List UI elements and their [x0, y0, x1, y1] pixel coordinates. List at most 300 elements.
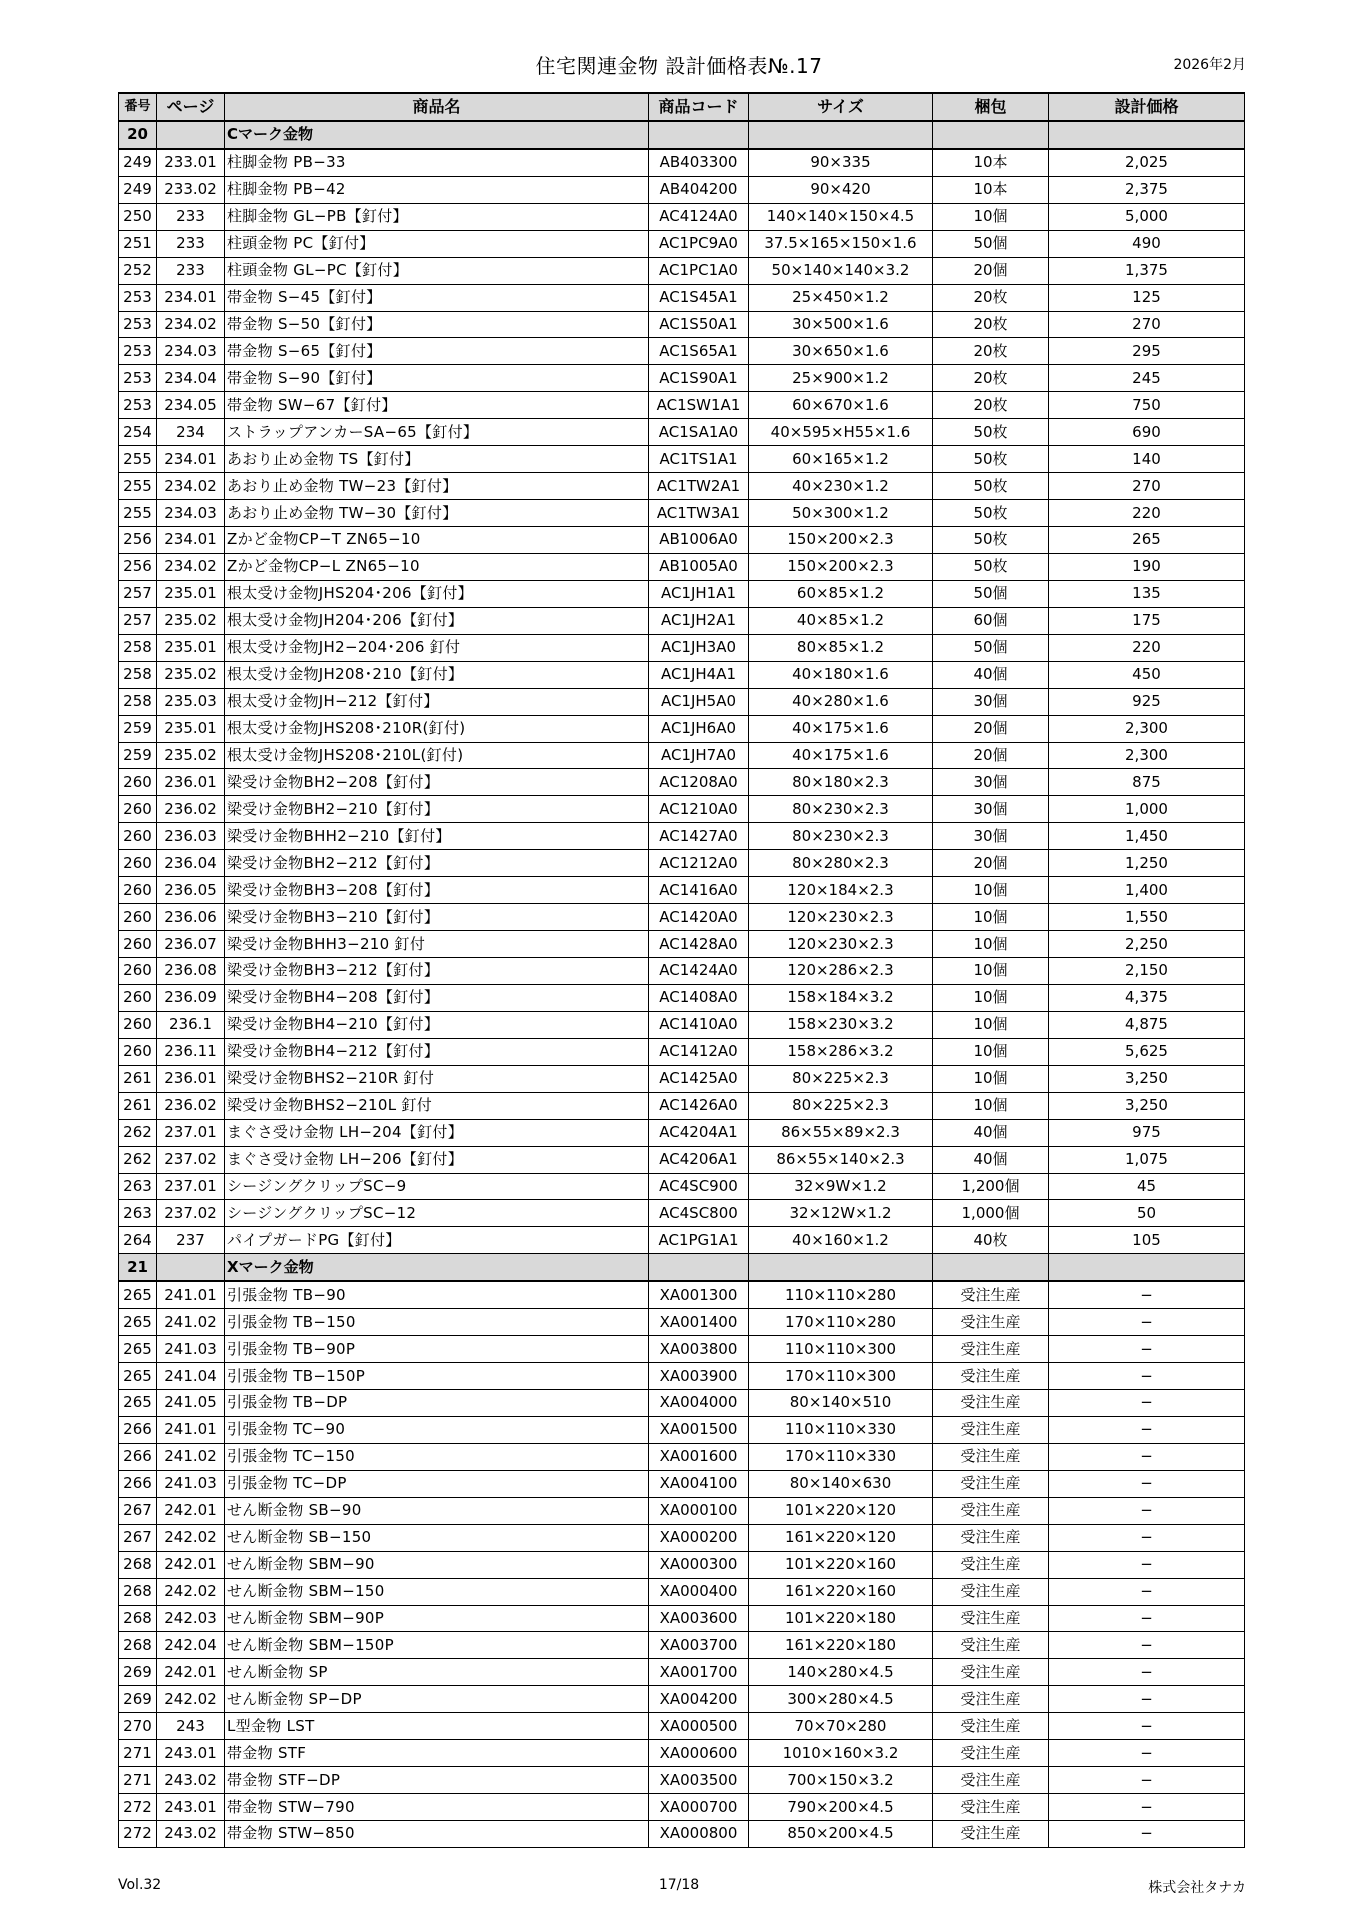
- product-code-cell: AC1S50A1: [649, 311, 749, 338]
- packing-cell: 10個: [933, 1092, 1049, 1119]
- design-price-cell: 3,250: [1049, 1092, 1245, 1119]
- product-code-cell: XA003600: [649, 1605, 749, 1632]
- product-code-cell: XA000700: [649, 1794, 749, 1821]
- section-blank-cell: [749, 121, 933, 149]
- design-price-cell: −: [1049, 1713, 1245, 1740]
- product-code-cell: XA000400: [649, 1578, 749, 1605]
- size-cell: 101×220×180: [749, 1605, 933, 1632]
- product-code-cell: XA001500: [649, 1416, 749, 1443]
- size-cell: 161×220×120: [749, 1524, 933, 1551]
- product-code-cell: AC4204A1: [649, 1119, 749, 1146]
- footer-volume: Vol.32: [118, 1877, 162, 1893]
- product-name-cell: 帯金物 STW−850: [225, 1821, 649, 1848]
- design-price-cell: −: [1049, 1605, 1245, 1632]
- packing-cell: 1,200個: [933, 1173, 1049, 1200]
- catalog-page-cell: 242.03: [157, 1605, 225, 1632]
- product-code-cell: AC1SW1A1: [649, 392, 749, 419]
- size-cell: 161×220×160: [749, 1578, 933, 1605]
- design-price-cell: 135: [1049, 580, 1245, 607]
- product-name-cell: 柱脚金物 PB−33: [225, 149, 649, 176]
- size-cell: 80×280×2.3: [749, 850, 933, 877]
- catalog-page-cell: 237.01: [157, 1119, 225, 1146]
- catalog-page-cell: 236.1: [157, 1011, 225, 1038]
- product-code-cell: AC1JH6A0: [649, 715, 749, 742]
- product-code-cell: XA004000: [649, 1390, 749, 1417]
- section-number: 21: [119, 1254, 157, 1281]
- product-name-cell: 柱頭金物 GL−PC【釘付】: [225, 257, 649, 284]
- item-no-cell: 272: [119, 1794, 157, 1821]
- product-name-cell: 梁受け金物BHH2−210【釘付】: [225, 823, 649, 850]
- size-cell: 140×280×4.5: [749, 1659, 933, 1686]
- design-price-cell: 1,450: [1049, 823, 1245, 850]
- table-row: [119, 1713, 1245, 1740]
- design-price-cell: 50: [1049, 1200, 1245, 1227]
- product-code-cell: AC1TW2A1: [649, 473, 749, 500]
- product-name-cell: 引張金物 TB−90P: [225, 1336, 649, 1363]
- product-name-cell: 帯金物 STF−DP: [225, 1767, 649, 1794]
- item-no-cell: 265: [119, 1336, 157, 1363]
- catalog-page-cell: 242.01: [157, 1497, 225, 1524]
- table-row: [119, 257, 1245, 284]
- packing-cell: 20個: [933, 742, 1049, 769]
- packing-cell: 受注生産: [933, 1443, 1049, 1470]
- section-name: Xマーク金物: [225, 1254, 649, 1281]
- product-code-cell: AC1412A0: [649, 1038, 749, 1065]
- table-row: [119, 1740, 1245, 1767]
- item-no-cell: 265: [119, 1281, 157, 1308]
- product-name-cell: せん断金物 SB−90: [225, 1497, 649, 1524]
- product-name-cell: 帯金物 STW−790: [225, 1794, 649, 1821]
- packing-cell: 10本: [933, 176, 1049, 203]
- item-no-cell: 260: [119, 1038, 157, 1065]
- table-row: [119, 1390, 1245, 1417]
- footer-company: 株式会社タナカ: [1148, 1880, 1246, 1896]
- design-price-cell: 105: [1049, 1227, 1245, 1254]
- design-price-cell: −: [1049, 1497, 1245, 1524]
- catalog-page-cell: 241.02: [157, 1309, 225, 1336]
- design-price-cell: −: [1049, 1659, 1245, 1686]
- item-no-cell: 265: [119, 1363, 157, 1390]
- table-body: [119, 121, 1245, 1848]
- product-name-cell: 帯金物 STF: [225, 1740, 649, 1767]
- catalog-page-cell: 233: [157, 203, 225, 230]
- size-cell: 80×225×2.3: [749, 1092, 933, 1119]
- item-no-cell: 258: [119, 688, 157, 715]
- size-cell: 60×165×1.2: [749, 446, 933, 473]
- design-price-cell: 4,875: [1049, 1011, 1245, 1038]
- table-row: [119, 284, 1245, 311]
- packing-cell: 10個: [933, 203, 1049, 230]
- table-row: [119, 1011, 1245, 1038]
- size-cell: 120×184×2.3: [749, 877, 933, 904]
- col-header-page: ページ: [157, 93, 225, 121]
- item-no-cell: 253: [119, 365, 157, 392]
- design-price-cell: −: [1049, 1767, 1245, 1794]
- design-price-cell: 265: [1049, 527, 1245, 554]
- product-name-cell: 梁受け金物BH2−210【釘付】: [225, 796, 649, 823]
- catalog-page-cell: 243.02: [157, 1767, 225, 1794]
- catalog-page-cell: 236.02: [157, 796, 225, 823]
- item-no-cell: 256: [119, 553, 157, 580]
- item-no-cell: 262: [119, 1146, 157, 1173]
- size-cell: 40×595×H55×1.6: [749, 419, 933, 446]
- product-code-cell: AC1PC1A0: [649, 257, 749, 284]
- design-price-cell: 45: [1049, 1173, 1245, 1200]
- packing-cell: 受注生産: [933, 1605, 1049, 1632]
- size-cell: 32×9W×1.2: [749, 1173, 933, 1200]
- table-row: [119, 850, 1245, 877]
- product-name-cell: シージングクリップSC−12: [225, 1200, 649, 1227]
- product-name-cell: 柱脚金物 GL−PB【釘付】: [225, 203, 649, 230]
- table-row: [119, 1309, 1245, 1336]
- packing-cell: 受注生産: [933, 1416, 1049, 1443]
- catalog-page-cell: 236.04: [157, 850, 225, 877]
- product-code-cell: XA004200: [649, 1686, 749, 1713]
- table-row: [119, 338, 1245, 365]
- product-name-cell: 梁受け金物BHS2−210L 釘付: [225, 1092, 649, 1119]
- product-code-cell: AC1PG1A1: [649, 1227, 749, 1254]
- product-name-cell: 引張金物 TB−150P: [225, 1363, 649, 1390]
- col-header-price: 設計価格: [1049, 93, 1245, 121]
- design-price-cell: 2,375: [1049, 176, 1245, 203]
- table-row: [119, 715, 1245, 742]
- packing-cell: 40個: [933, 1119, 1049, 1146]
- col-header-pack: 梱包: [933, 93, 1049, 121]
- product-name-cell: せん断金物 SBM−90: [225, 1551, 649, 1578]
- table-row: [119, 527, 1245, 554]
- packing-cell: 20枚: [933, 284, 1049, 311]
- design-price-cell: 875: [1049, 769, 1245, 796]
- size-cell: 70×70×280: [749, 1713, 933, 1740]
- table-row: [119, 796, 1245, 823]
- design-price-cell: −: [1049, 1551, 1245, 1578]
- product-code-cell: AC1SA1A0: [649, 419, 749, 446]
- catalog-page-cell: 234.01: [157, 446, 225, 473]
- item-no-cell: 265: [119, 1309, 157, 1336]
- product-name-cell: L型金物 LST: [225, 1713, 649, 1740]
- design-price-cell: 690: [1049, 419, 1245, 446]
- size-cell: 158×286×3.2: [749, 1038, 933, 1065]
- packing-cell: 20枚: [933, 365, 1049, 392]
- catalog-page-cell: 237.02: [157, 1146, 225, 1173]
- product-code-cell: XA004100: [649, 1470, 749, 1497]
- catalog-page-cell: 235.02: [157, 607, 225, 634]
- product-code-cell: XA001300: [649, 1281, 749, 1308]
- product-code-cell: AC1410A0: [649, 1011, 749, 1038]
- catalog-page-cell: 234.01: [157, 527, 225, 554]
- item-no-cell: 259: [119, 715, 157, 742]
- product-code-cell: AB1006A0: [649, 527, 749, 554]
- size-cell: 90×420: [749, 176, 933, 203]
- size-cell: 120×230×2.3: [749, 931, 933, 958]
- item-no-cell: 254: [119, 419, 157, 446]
- item-no-cell: 260: [119, 904, 157, 931]
- packing-cell: 50枚: [933, 553, 1049, 580]
- packing-cell: 受注生産: [933, 1794, 1049, 1821]
- product-name-cell: 引張金物 TB−90: [225, 1281, 649, 1308]
- table-row: [119, 553, 1245, 580]
- product-name-cell: 引張金物 TC−90: [225, 1416, 649, 1443]
- catalog-page-cell: 242.01: [157, 1659, 225, 1686]
- product-name-cell: 根太受け金物JH2−204･206 釘付: [225, 634, 649, 661]
- catalog-page-cell: 233: [157, 257, 225, 284]
- size-cell: 30×650×1.6: [749, 338, 933, 365]
- product-code-cell: XA001700: [649, 1659, 749, 1686]
- design-price-cell: −: [1049, 1740, 1245, 1767]
- design-price-cell: 5,625: [1049, 1038, 1245, 1065]
- item-no-cell: 250: [119, 203, 157, 230]
- catalog-page-cell: 236.08: [157, 958, 225, 985]
- design-price-cell: 125: [1049, 284, 1245, 311]
- item-no-cell: 257: [119, 607, 157, 634]
- size-cell: 25×450×1.2: [749, 284, 933, 311]
- product-code-cell: XA000500: [649, 1713, 749, 1740]
- design-price-cell: 5,000: [1049, 203, 1245, 230]
- item-no-cell: 260: [119, 796, 157, 823]
- size-cell: 120×230×2.3: [749, 904, 933, 931]
- product-name-cell: せん断金物 SBM−150P: [225, 1632, 649, 1659]
- table-row: [119, 1686, 1245, 1713]
- catalog-page-cell: 243.01: [157, 1740, 225, 1767]
- packing-cell: 受注生産: [933, 1524, 1049, 1551]
- product-code-cell: AC4124A0: [649, 203, 749, 230]
- table-row: [119, 1821, 1245, 1848]
- design-price-cell: −: [1049, 1794, 1245, 1821]
- section-blank-cell: [157, 121, 225, 149]
- size-cell: 50×300×1.2: [749, 500, 933, 527]
- catalog-page-cell: 237.02: [157, 1200, 225, 1227]
- item-no-cell: 253: [119, 284, 157, 311]
- item-no-cell: 253: [119, 392, 157, 419]
- section-blank-cell: [749, 1254, 933, 1281]
- product-name-cell: 引張金物 TB−DP: [225, 1390, 649, 1417]
- table-row: [119, 1578, 1245, 1605]
- product-code-cell: AC1208A0: [649, 769, 749, 796]
- packing-cell: 30個: [933, 823, 1049, 850]
- packing-cell: 受注生産: [933, 1281, 1049, 1308]
- product-code-cell: AC1JH4A1: [649, 661, 749, 688]
- packing-cell: 受注生産: [933, 1309, 1049, 1336]
- size-cell: 150×200×2.3: [749, 553, 933, 580]
- size-cell: 40×175×1.6: [749, 715, 933, 742]
- packing-cell: 50個: [933, 634, 1049, 661]
- item-no-cell: 268: [119, 1578, 157, 1605]
- catalog-page-cell: 234: [157, 419, 225, 446]
- catalog-page-cell: 236.06: [157, 904, 225, 931]
- product-code-cell: AC1425A0: [649, 1065, 749, 1092]
- product-code-cell: AB403300: [649, 149, 749, 176]
- item-no-cell: 253: [119, 311, 157, 338]
- item-no-cell: 260: [119, 984, 157, 1011]
- catalog-page-cell: 235.02: [157, 742, 225, 769]
- table-row: [119, 1200, 1245, 1227]
- product-code-cell: AC1JH1A1: [649, 580, 749, 607]
- table-row: [119, 1336, 1245, 1363]
- item-no-cell: 271: [119, 1740, 157, 1767]
- design-price-cell: −: [1049, 1443, 1245, 1470]
- design-price-cell: 2,150: [1049, 958, 1245, 985]
- section-header-row: [119, 1254, 1245, 1281]
- packing-cell: 20個: [933, 850, 1049, 877]
- size-cell: 120×286×2.3: [749, 958, 933, 985]
- design-price-cell: −: [1049, 1336, 1245, 1363]
- catalog-page-cell: 243: [157, 1713, 225, 1740]
- packing-cell: 受注生産: [933, 1390, 1049, 1417]
- packing-cell: 10個: [933, 877, 1049, 904]
- section-blank-cell: [933, 1254, 1049, 1281]
- catalog-page-cell: 243.01: [157, 1794, 225, 1821]
- size-cell: 25×900×1.2: [749, 365, 933, 392]
- design-price-cell: 750: [1049, 392, 1245, 419]
- design-price-cell: 1,075: [1049, 1146, 1245, 1173]
- design-price-cell: 2,300: [1049, 715, 1245, 742]
- size-cell: 40×180×1.6: [749, 661, 933, 688]
- design-price-cell: −: [1049, 1686, 1245, 1713]
- design-price-cell: 1,550: [1049, 904, 1245, 931]
- catalog-page-cell: 236.05: [157, 877, 225, 904]
- table-row: [119, 823, 1245, 850]
- table-row: [119, 607, 1245, 634]
- product-code-cell: AC1424A0: [649, 958, 749, 985]
- packing-cell: 10個: [933, 1011, 1049, 1038]
- item-no-cell: 255: [119, 473, 157, 500]
- design-price-cell: 4,375: [1049, 984, 1245, 1011]
- catalog-page-cell: 234.02: [157, 311, 225, 338]
- item-no-cell: 266: [119, 1416, 157, 1443]
- item-no-cell: 261: [119, 1065, 157, 1092]
- product-name-cell: 梁受け金物BH2−208【釘付】: [225, 769, 649, 796]
- table-row: [119, 419, 1245, 446]
- packing-cell: 20枚: [933, 392, 1049, 419]
- size-cell: 101×220×120: [749, 1497, 933, 1524]
- product-code-cell: AC1PC9A0: [649, 230, 749, 257]
- table-row: [119, 473, 1245, 500]
- size-cell: 80×140×630: [749, 1470, 933, 1497]
- section-name: Cマーク金物: [225, 121, 649, 149]
- product-name-cell: 引張金物 TC−DP: [225, 1470, 649, 1497]
- design-price-cell: 190: [1049, 553, 1245, 580]
- price-table: [118, 92, 1245, 1848]
- product-name-cell: 引張金物 TC−150: [225, 1443, 649, 1470]
- item-no-cell: 260: [119, 1011, 157, 1038]
- table-header: [119, 93, 1245, 121]
- table-row: [119, 742, 1245, 769]
- catalog-page-cell: 237.01: [157, 1173, 225, 1200]
- product-name-cell: Zかど金物CP−L ZN65−10: [225, 553, 649, 580]
- product-name-cell: パイプガードPG【釘付】: [225, 1227, 649, 1254]
- catalog-page-cell: 241.01: [157, 1416, 225, 1443]
- packing-cell: 20枚: [933, 311, 1049, 338]
- design-price-cell: 1,400: [1049, 877, 1245, 904]
- table-row: [119, 931, 1245, 958]
- size-cell: 110×110×300: [749, 1336, 933, 1363]
- product-name-cell: ストラップアンカーSA−65【釘付】: [225, 419, 649, 446]
- product-name-cell: 梁受け金物BH4−208【釘付】: [225, 984, 649, 1011]
- design-price-cell: −: [1049, 1309, 1245, 1336]
- item-no-cell: 260: [119, 958, 157, 985]
- item-no-cell: 260: [119, 769, 157, 796]
- packing-cell: 50枚: [933, 473, 1049, 500]
- packing-cell: 50個: [933, 580, 1049, 607]
- size-cell: 30×500×1.6: [749, 311, 933, 338]
- item-no-cell: 267: [119, 1497, 157, 1524]
- item-no-cell: 256: [119, 527, 157, 554]
- table-row: [119, 1659, 1245, 1686]
- size-cell: 50×140×140×3.2: [749, 257, 933, 284]
- product-name-cell: 根太受け金物JH−212【釘付】: [225, 688, 649, 715]
- table-row: [119, 1363, 1245, 1390]
- section-blank-cell: [1049, 121, 1245, 149]
- product-code-cell: AC1JH3A0: [649, 634, 749, 661]
- product-code-cell: XA001600: [649, 1443, 749, 1470]
- product-code-cell: XA000300: [649, 1551, 749, 1578]
- table-row: [119, 311, 1245, 338]
- item-no-cell: 263: [119, 1173, 157, 1200]
- packing-cell: 受注生産: [933, 1686, 1049, 1713]
- design-price-cell: 270: [1049, 311, 1245, 338]
- packing-cell: 30個: [933, 688, 1049, 715]
- col-header-code: 商品コード: [649, 93, 749, 121]
- packing-cell: 受注生産: [933, 1578, 1049, 1605]
- product-code-cell: XA003500: [649, 1767, 749, 1794]
- col-header-no: 番号: [119, 93, 157, 121]
- design-price-cell: 1,250: [1049, 850, 1245, 877]
- catalog-page-cell: 242.02: [157, 1686, 225, 1713]
- item-no-cell: 269: [119, 1686, 157, 1713]
- catalog-page-cell: 236.09: [157, 984, 225, 1011]
- design-price-cell: −: [1049, 1470, 1245, 1497]
- table-row: [119, 1173, 1245, 1200]
- product-code-cell: XA003900: [649, 1363, 749, 1390]
- catalog-page-cell: 242.01: [157, 1551, 225, 1578]
- product-code-cell: AC4206A1: [649, 1146, 749, 1173]
- packing-cell: 受注生産: [933, 1336, 1049, 1363]
- item-no-cell: 249: [119, 149, 157, 176]
- product-code-cell: AC1210A0: [649, 796, 749, 823]
- table-row: [119, 230, 1245, 257]
- product-name-cell: あおり止め金物 TW−23【釘付】: [225, 473, 649, 500]
- item-no-cell: 252: [119, 257, 157, 284]
- product-name-cell: 根太受け金物JH204･206【釘付】: [225, 607, 649, 634]
- table-row: [119, 1470, 1245, 1497]
- design-price-cell: 450: [1049, 661, 1245, 688]
- product-name-cell: 帯金物 S−90【釘付】: [225, 365, 649, 392]
- product-code-cell: AC1TS1A1: [649, 446, 749, 473]
- size-cell: 90×335: [749, 149, 933, 176]
- table-row: [119, 1551, 1245, 1578]
- product-name-cell: せん断金物 SBM−90P: [225, 1605, 649, 1632]
- product-name-cell: 根太受け金物JH208･210【釘付】: [225, 661, 649, 688]
- product-name-cell: せん断金物 SP: [225, 1659, 649, 1686]
- product-code-cell: AC4SC900: [649, 1173, 749, 1200]
- size-cell: 80×230×2.3: [749, 823, 933, 850]
- catalog-page-cell: 236.02: [157, 1092, 225, 1119]
- packing-cell: 20個: [933, 257, 1049, 284]
- product-name-cell: 根太受け金物JHS204･206【釘付】: [225, 580, 649, 607]
- catalog-page-cell: 241.03: [157, 1470, 225, 1497]
- table-row: [119, 365, 1245, 392]
- section-number: 20: [119, 121, 157, 149]
- product-name-cell: 梁受け金物BH3−208【釘付】: [225, 877, 649, 904]
- product-name-cell: シージングクリップSC−9: [225, 1173, 649, 1200]
- size-cell: 170×110×280: [749, 1309, 933, 1336]
- product-name-cell: 梁受け金物BHH3−210 釘付: [225, 931, 649, 958]
- item-no-cell: 249: [119, 176, 157, 203]
- product-code-cell: AC1S45A1: [649, 284, 749, 311]
- product-name-cell: 柱脚金物 PB−42: [225, 176, 649, 203]
- packing-cell: 20枚: [933, 338, 1049, 365]
- product-name-cell: 梁受け金物BH3−212【釘付】: [225, 958, 649, 985]
